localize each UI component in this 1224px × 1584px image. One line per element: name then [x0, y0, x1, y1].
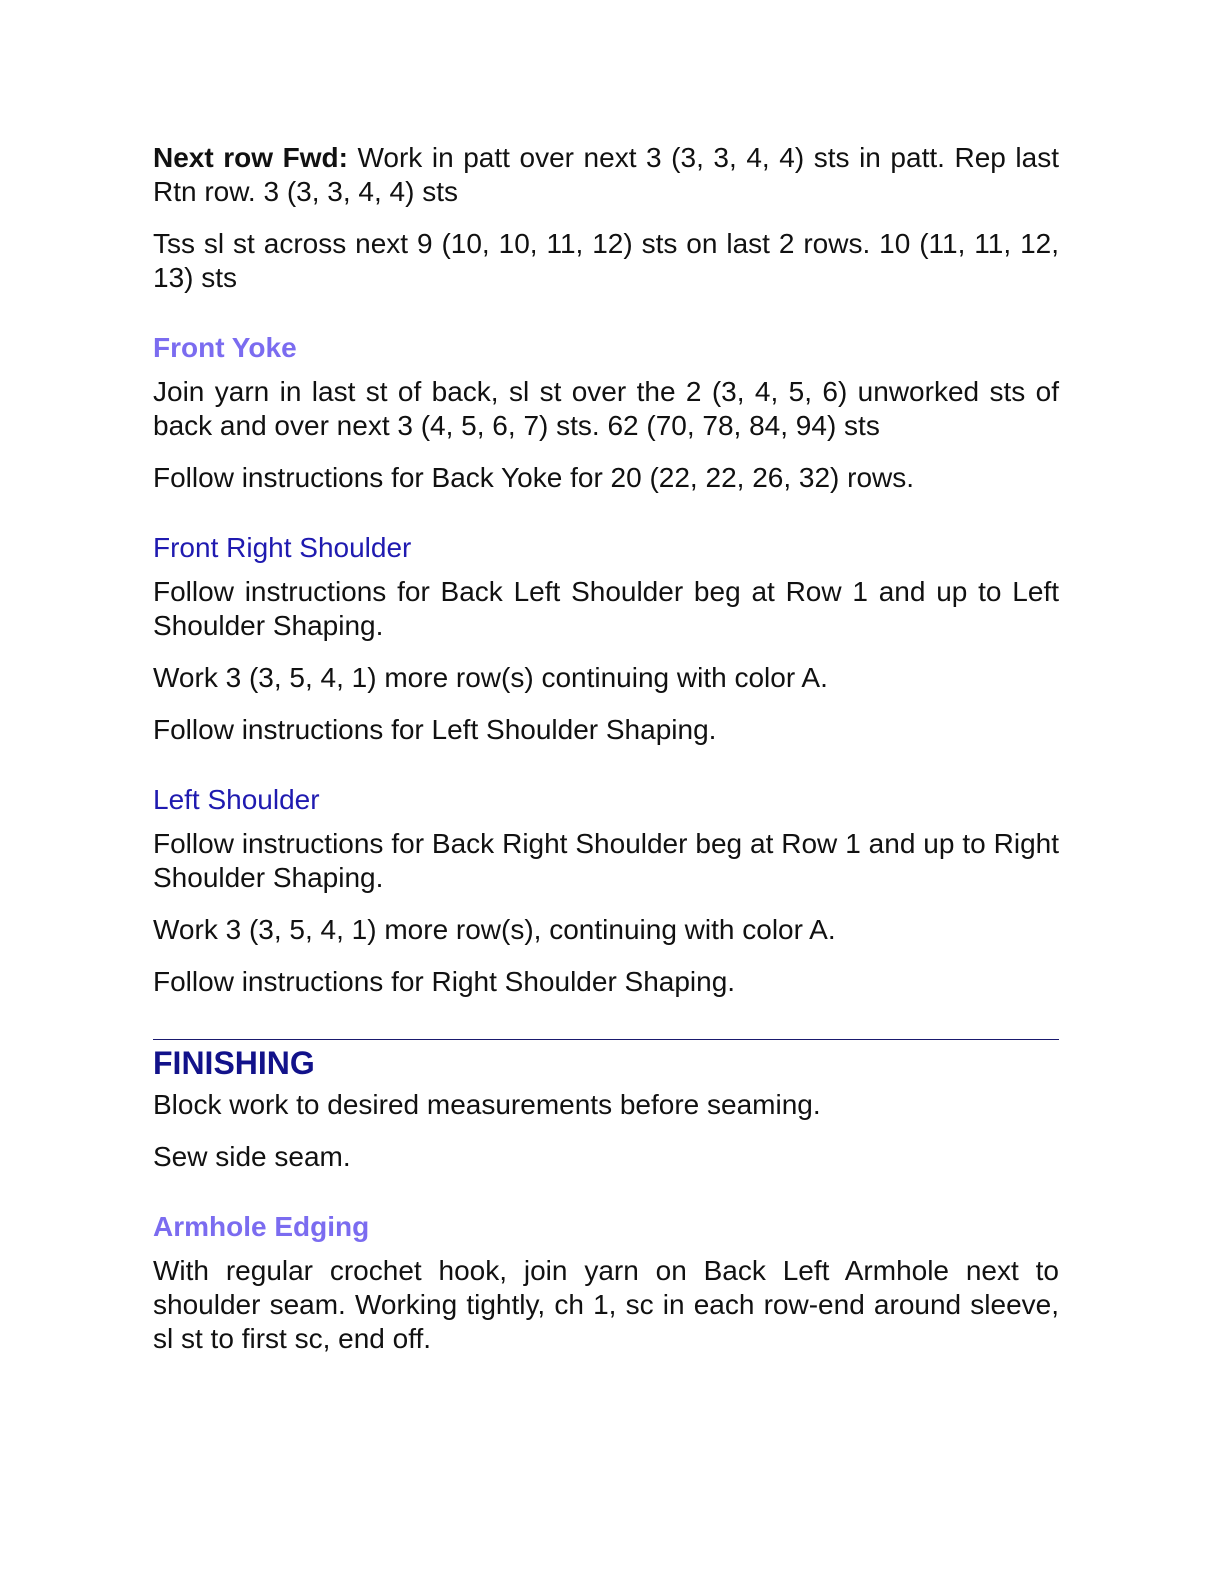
next-row-paragraph: [153, 141, 1059, 209]
front-right-shoulder-heading: Front Right Shoulder: [153, 532, 412, 563]
finishing-heading: FINISHING: [153, 1045, 315, 1081]
left-shoulder-paragraph-2: Work 3 (3, 5, 4, 1) more row(s), continuing with color A.: [153, 914, 836, 945]
front-yoke-paragraph-2: Follow instructions for Back Yoke for 20 (22, 22, 26, 32) rows.: [153, 462, 915, 493]
front-right-shoulder-paragraph-1: Follow instructions for Back Left Shoulder beg at Row 1 and up to Left Shoulder Shaping.: [153, 576, 1059, 641]
next-row-label: Next row Fwd:: [153, 142, 348, 173]
armhole-edging-heading: Armhole Edging: [153, 1211, 370, 1242]
front-right-shoulder-paragraph-2: Work 3 (3, 5, 4, 1) more row(s) continuing with color A.: [153, 662, 828, 693]
tss-paragraph: Tss sl st across next 9 (10, 10, 11, 12) sts on last 2 rows. 10 (11, 11, 12, 13) sts: [153, 228, 1059, 293]
front-right-shoulder-paragraph-3: Follow instructions for Left Shoulder Shaping.: [153, 714, 717, 745]
next-row-text: Work in patt over next 3 (3, 3, 4, 4) sts in patt. Rep last Rtn row. 3 (3, 3, 4, 4) sts: [153, 142, 1059, 207]
front-yoke-heading: Front Yoke: [153, 332, 297, 363]
left-shoulder-paragraph-3: Follow instructions for Right Shoulder Shaping.: [153, 966, 736, 997]
armhole-edging-paragraph: With regular crochet hook, join yarn on Back Left Armhole next to shoulder seam. Working tightly, ch 1, sc in each row-end around sleeve, sl st to first sc, end off.: [153, 1255, 1059, 1354]
front-yoke-paragraph-1: Join yarn in last st of back, sl st over the 2 (3, 4, 5, 6) unworked sts of back and over next 3 (4, 5, 6, 7) sts. 62 (70, 78, 84, 94) sts: [153, 376, 1059, 441]
left-shoulder-heading: Left Shoulder: [153, 784, 320, 815]
finishing-paragraph-2: Sew side seam.: [153, 1141, 351, 1172]
left-shoulder-paragraph-1: Follow instructions for Back Right Shoulder beg at Row 1 and up to Right Shoulder Shaping.: [153, 828, 1059, 893]
section-divider: [153, 1039, 1059, 1040]
finishing-paragraph-1: Block work to desired measurements before seaming.: [153, 1089, 821, 1120]
document-page: [153, 141, 1059, 1356]
